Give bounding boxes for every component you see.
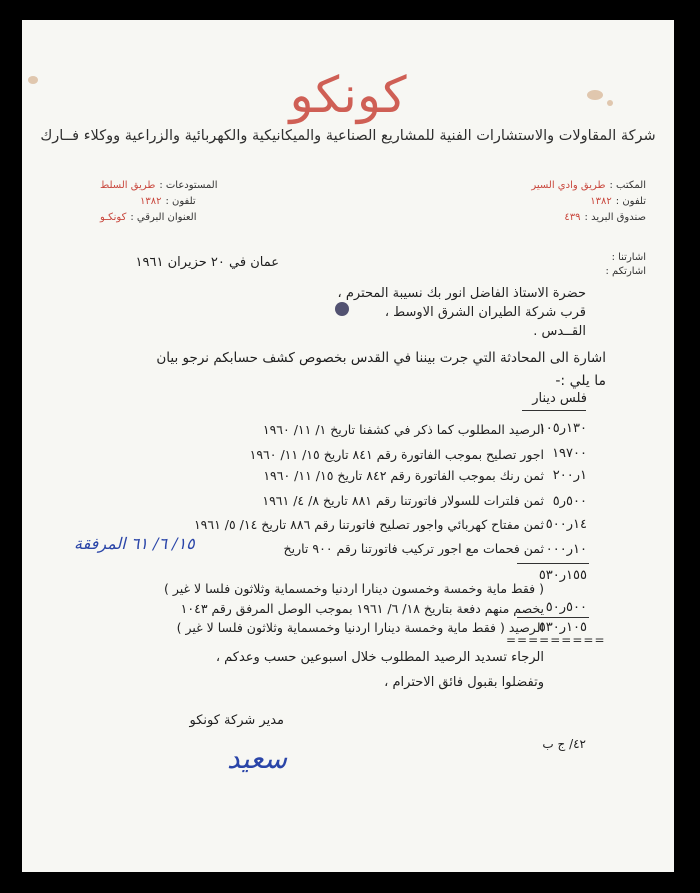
letter-date: عمان في ٢٠ حزيران ١٩٦١ [135, 255, 279, 270]
item-amount: ١٩٧٠٠ [552, 446, 587, 461]
currency-header: فلس دينار [532, 391, 587, 406]
handwritten-date: ١٥/ ٦/ ٦١ المرفقة [74, 534, 195, 553]
item-description: الرصيد المطلوب كما ذكر في كشفنا تاريخ ١/ ١١/ ١٩٦٠ [262, 422, 544, 437]
item-amount: ١ر٢٠٠ [552, 468, 587, 483]
your-ref: اشارتكم : [605, 266, 646, 277]
subtotal-words: ( فقط ماية وخمسة وخمسون دينارا اردنيا وخمسماية وثلاثون فلسا لا غير ) [163, 581, 544, 596]
pobox-line: صندوق البريد :٤٣٩ [564, 212, 646, 223]
item-description: ثمن رنك بموجب الفاتورة رقم ٨٤٢ تاريخ ١٥/ ١١/ ١٩٦٠ [263, 468, 544, 483]
phone-line-right: تلفون :١٣٨٢ [590, 196, 646, 207]
subtotal-amount: ١٥٥ر٥٣٠ [538, 568, 587, 583]
ink-blot [335, 302, 349, 316]
intro-line: اشارة الى المحادثة التي جرت بيننا في القدس بخصوص كشف حسابكم نرجو بيان [156, 350, 606, 366]
depots-line: المستودعات :طريق السلط [100, 180, 218, 191]
closing-line: الرجاء تسديد الرصيد المطلوب خلال اسبوعين حسب وعدكم ، [215, 650, 544, 665]
handwritten-signature: سعيد [227, 742, 288, 775]
balance-description: الرصيد ( فقط ماية وخمسة دينارا اردنيا وخمسماية وثلاثون فلسا لا غير ) [176, 620, 544, 635]
item-description: اجور تصليح بموجب الفاتورة رقم ٨٤١ تاريخ ١٥/ ١١/ ١٩٦٠ [249, 447, 544, 462]
addressee-line: القــدس . [533, 324, 586, 339]
addressee-line: قرب شركة الطيران الشرق الاوسط ، [384, 305, 586, 320]
office-line: المكتب :طريق وادي السير [531, 180, 646, 191]
item-description: ثمن فحمات مع اجور تركيب فاتورتنا رقم ٩٠٠ تاريخ [283, 541, 544, 556]
balance-amount: ١٠٥ر٥٣٠ [538, 620, 587, 635]
signature-title: مدير شركة كونكو [189, 713, 284, 728]
our-ref: اشارتنا : [611, 252, 646, 263]
company-subtitle: شركة المقاولات والاستشارات الفنية للمشاريع الصناعية والميكانيكية والكهربائية والزراعية ووكلاء فــارك [40, 128, 656, 144]
item-description: ثمن فلترات للسولار فاتورتنا رقم ٨٨١ تاريخ ٨/ ٤/ ١٩٦١ [262, 493, 544, 508]
header-underline [522, 410, 586, 411]
deduction-rule [517, 617, 589, 618]
item-amount: ١٣٠ر١٠٥ [538, 421, 587, 436]
item-amount: ٥٠٠ر٥ [552, 494, 587, 509]
closing-line: وتفضلوا بقبول فائق الاحترام ، [384, 675, 544, 690]
sum-rule [517, 563, 589, 564]
cable-line: العنوان البرقي :كونكـو [100, 212, 197, 223]
phone-line-left: تلفون :١٣٨٢ [140, 196, 196, 207]
deduction-amount: ٥٠٠ر٥٠ [545, 600, 587, 615]
company-logo: كونكو [289, 66, 407, 124]
addressee-line: حضرة الاستاذ الفاضل انور بك نسيبة المحترم ، [337, 286, 586, 301]
letter-page [22, 20, 674, 872]
double-rule: ========= [506, 633, 606, 647]
reference-initials: ٤٢/ ج ب [542, 737, 586, 751]
item-amount: ١٠ر٠٠٠ [545, 542, 587, 557]
item-description: ثمن مفتاح كهربائي واجور تصليح فاتورتنا رقم ٨٨٦ تاريخ ١٤/ ٥/ ١٩٦١ [193, 517, 544, 532]
intro-line: ما يلي :- [555, 373, 606, 389]
item-amount: ١٤ر٥٠٠ [545, 517, 587, 532]
deduction-description: يخصم منهم دفعة بتاريخ ١٨/ ٦/ ١٩٦١ بموجب الوصل المرفق رقم ١٠٤٣ [180, 601, 544, 616]
